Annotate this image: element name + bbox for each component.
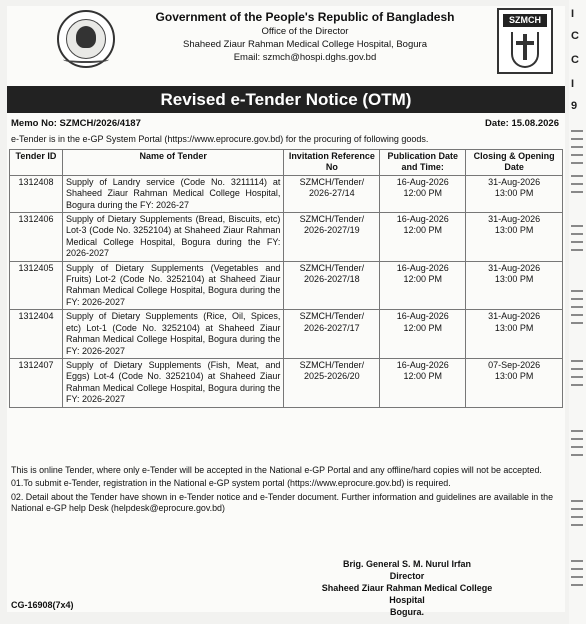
adjacent-column-edge	[569, 0, 586, 624]
side-letter: C	[571, 54, 579, 66]
table-header-row	[10, 150, 563, 176]
publication-date: 16-Aug-2026	[396, 311, 449, 322]
tender-id: 1312407	[10, 358, 63, 407]
table-row	[10, 175, 563, 212]
tender-id: 1312405	[10, 261, 63, 310]
notice-header	[7, 6, 565, 86]
side-letter: C	[571, 30, 579, 42]
table-row	[10, 310, 563, 359]
tender-id: 1312404	[10, 310, 63, 359]
col-header-name: Name of Tender	[62, 150, 283, 176]
tender-name: Supply of Dietary Supplements (Bread, Biscuits, etc) Lot-3 (Code No. 3252104) at Shaheed Ziaur Rahman Medical College Hospital, Bogura during the FY: 2026-2027	[62, 213, 283, 262]
closing-date: 31-Aug-2026	[488, 311, 541, 322]
publication-time: 12:00 PM	[403, 225, 442, 236]
publication-date: 16-Aug-2026	[396, 359, 449, 370]
col-header-tender-id: Tender ID	[10, 150, 63, 176]
closing-date: 31-Aug-2026	[488, 214, 541, 225]
signatory-place: Bogura.	[389, 607, 424, 617]
note-online-tender: This is online Tender, where only e-Tender will be accepted in the National e-GP Portal and any offline/hard copies will not be accepted.	[11, 465, 542, 475]
memo-number: Memo No: SZMCH/2026/4187	[11, 118, 141, 129]
office-name: Office of the Director	[261, 26, 349, 37]
reference-no: SZMCH/Tender/ 2026-2027/19	[284, 213, 380, 262]
col-header-publication: Publication Date and Time:	[380, 150, 466, 176]
table-body	[10, 175, 563, 407]
intro-text: e-Tender is in the e-GP System Portal (https://www.eprocure.gov.bd) for the procuring of following goods.	[11, 134, 429, 144]
publication-time: 12:00 PM	[403, 274, 442, 285]
email-line: Email: szmch@hospi.dghs.gov.bd	[233, 52, 377, 63]
closing-cell	[466, 175, 563, 212]
tender-name: Supply of Landry service (Code No. 3211114) at Shaheed Ziaur Rahman Medical College Hospital, Bogura during the FY: 2026-27	[62, 175, 283, 212]
closing-cell	[466, 358, 563, 407]
memo-line	[11, 118, 561, 129]
publication-date: 16-Aug-2026	[396, 176, 449, 187]
tender-name: Supply of Dietary Supplements (Vegetables and Fruits) Lot-2 (Code No. 3252104) at Shaheed Ziaur Rahman Medical College Hospital, Bogura during the FY: 2026-2027	[62, 261, 283, 310]
table-row	[10, 358, 563, 407]
closing-time: 13:00 PM	[494, 225, 534, 236]
notice-date: Date: 15.08.2026	[485, 118, 559, 129]
note-details: 02. Detail about the Tender have shown in e-Tender notice and e-Tender document. Further information and guidelines are available in the National e-GP help Desk (helpdesk@eprocure.gov.bd)	[11, 491, 554, 514]
col-header-closing: Closing & Opening Date	[466, 150, 563, 176]
notice-title: Revised e-Tender Notice (OTM)	[7, 86, 565, 113]
table-row	[10, 213, 563, 262]
publication-cell	[380, 261, 466, 310]
hospital-name: Shaheed Ziaur Rahman Medical College Hospital, Bogura	[183, 39, 427, 50]
logo-text: SZMCH	[503, 14, 547, 27]
tender-notice	[7, 6, 565, 617]
hospital-logo-icon	[497, 8, 553, 74]
note-registration: 01.To submit e-Tender, registration in the National e-GP system portal (https://www.eprocure.gov.bd) is required.	[11, 478, 451, 489]
closing-time: 13:00 PM	[494, 322, 534, 333]
closing-time: 13:00 PM	[494, 188, 534, 199]
publication-time: 12:00 PM	[403, 322, 442, 333]
publication-cell	[380, 213, 466, 262]
government-name: Government of the People's Republic of Bangladesh	[155, 10, 455, 24]
tender-table	[9, 149, 563, 408]
closing-date: 31-Aug-2026	[488, 176, 541, 187]
closing-time: 13:00 PM	[494, 371, 534, 382]
signatory-name: Brig. General S. M. Nurul Irfan	[342, 559, 472, 569]
reference-no: SZMCH/Tender/ 2026-2027/18	[284, 261, 380, 310]
signature-block	[307, 558, 507, 618]
col-header-reference: Invitation Reference No	[284, 150, 380, 176]
reference-no: SZMCH/Tender/ 2026-2027/17	[284, 310, 380, 359]
closing-date: 07-Sep-2026	[488, 359, 541, 370]
closing-date: 31-Aug-2026	[488, 262, 541, 273]
signatory-institution: Shaheed Ziaur Rahman Medical College Hospital	[321, 583, 493, 605]
publication-time: 12:00 PM	[403, 188, 442, 199]
government-seal-icon	[57, 10, 115, 68]
publication-cell	[380, 310, 466, 359]
side-letter: 9	[571, 100, 578, 112]
signatory-designation: Director	[389, 571, 425, 581]
reference-no: SZMCH/Tender/ 2025-2026/20	[284, 358, 380, 407]
publication-time: 12:00 PM	[403, 371, 442, 382]
closing-cell	[466, 261, 563, 310]
publication-cell	[380, 175, 466, 212]
side-letter: I	[571, 8, 575, 20]
organization-block	[125, 10, 485, 64]
closing-cell	[466, 213, 563, 262]
publication-date: 16-Aug-2026	[396, 262, 449, 273]
side-letter: I	[571, 78, 575, 90]
advert-code: CG-16908(7x4)	[11, 600, 74, 610]
tender-name: Supply of Dietary Supplements (Rice, Oil, Spices, etc) Lot-1 (Code No. 3252104) at Shaheed Ziaur Rahman Medical College Hospital, Bogura during the FY: 2026-2027	[62, 310, 283, 359]
tender-id: 1312406	[10, 213, 63, 262]
closing-cell	[466, 310, 563, 359]
publication-date: 16-Aug-2026	[396, 214, 449, 225]
tender-name: Supply of Dietary Supplements (Fish, Meat, and Eggs) Lot-4 (Code No. 3252104) at Shaheed Ziaur Rahman Medical College Hospital, Bogura during the FY: 2026-2027	[62, 358, 283, 407]
reference-no: SZMCH/Tender/ 2026-27/14	[284, 175, 380, 212]
tender-id: 1312408	[10, 175, 63, 212]
notes-section	[11, 465, 559, 517]
table-row	[10, 261, 563, 310]
publication-cell	[380, 358, 466, 407]
closing-time: 13:00 PM	[494, 274, 534, 285]
